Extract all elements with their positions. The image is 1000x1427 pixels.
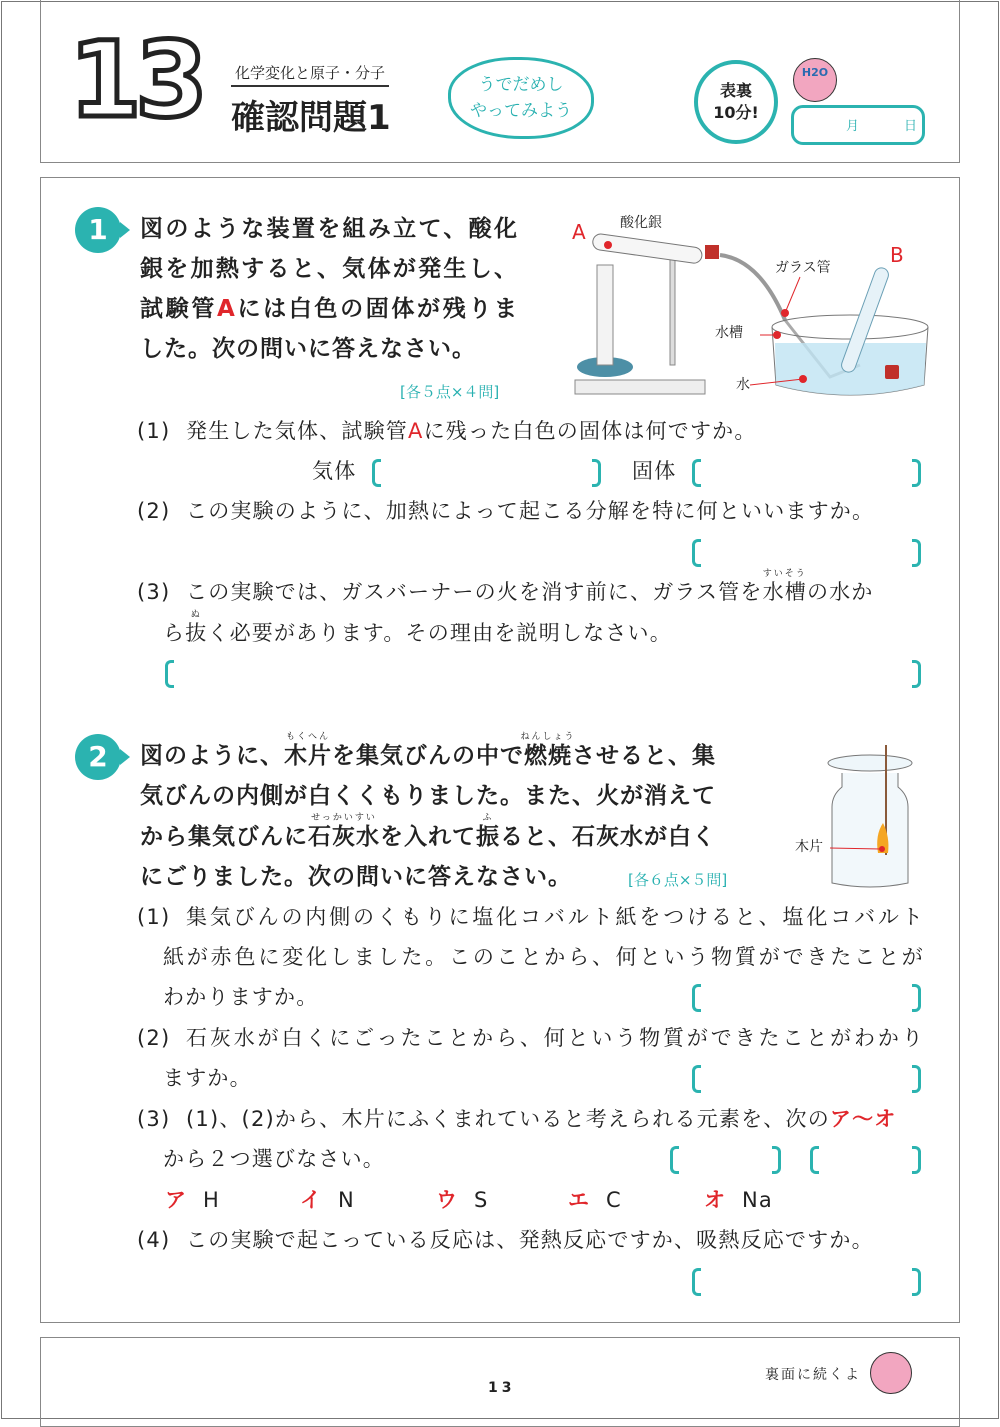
q2-2-text-cont: ますか。 [163,1066,252,1090]
apparatus-illustration [560,205,940,405]
q2-line: 図のように、木片 もくへん を集気びんの中で燃焼 ねんしょう させると、集 [140,732,716,769]
q2-line: から集気びんに石灰水 せっかいすい を入れて振 ふ ると、石灰水が白く [140,813,716,850]
answer-box-close[interactable] [912,1065,921,1093]
q1-line: 銀を加熱すると、気体が発生し、 [140,256,518,282]
label-a: A [572,220,586,244]
answer-box-gas-close[interactable] [592,459,601,487]
answer-box-gas-open[interactable] [372,459,381,487]
q2-line: 気びんの内側が白くくもりました。また、火が消えて [140,783,716,809]
answer-box-solid-open[interactable] [692,459,701,487]
unit-category: 化学変化と原子・分子 [231,64,389,87]
answer-box-close[interactable] [912,1268,921,1296]
q1-3-text-cont: ら抜 ぬ く必要があります。その理由を説明しなさい。 [163,610,672,645]
mascot-text: H2O [801,66,829,79]
label-b: B [890,243,904,267]
q1-1-label: (1) [137,419,171,443]
timer-label: 表裏 [719,81,752,100]
label-water-tank: 水槽 [715,325,743,341]
q2-3-text-cont: から２つ選びなさい。 [163,1147,385,1171]
answer-box-close[interactable] [912,984,921,1012]
answer-box-close[interactable] [912,539,921,567]
answer-box-2-close[interactable] [912,1146,921,1174]
label-glass-tube: ガラス管 [775,260,831,276]
answer-box-reason-open[interactable] [165,660,174,688]
q1-1-text: 発生した気体、試験管Aに残った白色の固体は何ですか。 [186,419,757,443]
page-number: 13 [488,1380,516,1396]
q1-line: 試験管Aには白色の固体が残りま [140,296,518,322]
q2-1-text: 集気びんの内側のくもりに塩化コバルト紙をつけると、塩化コバルト [186,905,924,929]
q1-score: [各５点×４問] [400,383,500,401]
q2-4-text: この実験で起こっている反応は、発熱反応ですか、吸熱反応ですか。 [186,1228,874,1252]
gas-label: 気体 [312,459,357,483]
header [40,0,960,163]
label-silver-oxide: 酸化銀 [620,215,662,231]
mascot-icon [870,1352,912,1394]
option-a: ア H [165,1188,220,1212]
solid-label: 固体 [632,459,677,483]
bubble-line-1: うでだめし [478,75,564,95]
q2-4-label: (4) [137,1228,171,1252]
q2-line: にごりました。次の問いに答えなさい。 [140,864,572,890]
timer-minutes: 10分! [713,103,759,122]
bubble-line-2: やってみよう [470,101,572,121]
option-e: エ C [568,1188,622,1212]
gas-jar-illustration [790,745,930,895]
date-month-label: 月 [846,119,860,134]
timer-clock [694,60,778,144]
answer-box-2-open[interactable] [810,1146,819,1174]
question-2-number: 2 [75,734,121,780]
q1-2-label: (2) [137,499,171,523]
mascot-icon [793,58,837,102]
continue-note: 裏面に続くよ [765,1367,861,1383]
heating-apparatus-figure [560,205,940,405]
answer-box-open[interactable] [692,539,701,567]
q1-line: 図のような装置を組み立て、酸化 [140,216,518,242]
answer-box-open[interactable] [692,1268,701,1296]
page-title: 確認問題1 [231,98,391,138]
q1-3-label: (3) [137,580,171,604]
q2-1-text-cont: 紙が赤色に変化しました。このことから、何という物質ができたことが [163,945,924,969]
q1-2-text: この実験のように、加熱によって起こる分解を特に何といいますか。 [186,499,875,523]
question-1-number: 1 [75,207,121,253]
label-wood-piece: 木片 [795,839,823,855]
option-u: ウ S [436,1188,489,1212]
option-i: イ N [300,1188,355,1212]
answer-box-open[interactable] [692,984,701,1012]
q2-1-text-cont: わかりますか。 [163,985,319,1009]
option-o: オ Na [704,1188,773,1212]
q2-score: [各６点×５問] [628,871,728,889]
q1-3-text: この実験では、ガスバーナーの火を消す前に、ガラス管を水槽 すいそう の水か [186,569,874,604]
q2-3-label: (3) [137,1107,171,1131]
answer-box-reason-close[interactable] [912,660,921,688]
answer-box-1-close[interactable] [772,1146,781,1174]
q2-3-text: (1)、(2)から、木片にふくまれていると考えられる元素を、次のア～オ [186,1107,897,1131]
date-day-label: 日 [904,119,918,134]
unit-number: 13 [69,19,202,141]
date-field[interactable] [791,105,925,145]
label-water: 水 [736,377,750,393]
answer-box-open[interactable] [692,1065,701,1093]
answer-box-1-open[interactable] [670,1146,679,1174]
gas-jar-figure [790,745,930,895]
q2-1-label: (1) [137,905,171,929]
q2-2-label: (2) [137,1026,171,1050]
q2-2-text: 石灰水が白くにごったことから、何という物質ができたことがわかり [186,1026,924,1050]
answer-box-solid-close[interactable] [912,459,921,487]
q1-line: した。次の問いに答えなさい。 [140,336,476,362]
speech-bubble [448,57,594,139]
